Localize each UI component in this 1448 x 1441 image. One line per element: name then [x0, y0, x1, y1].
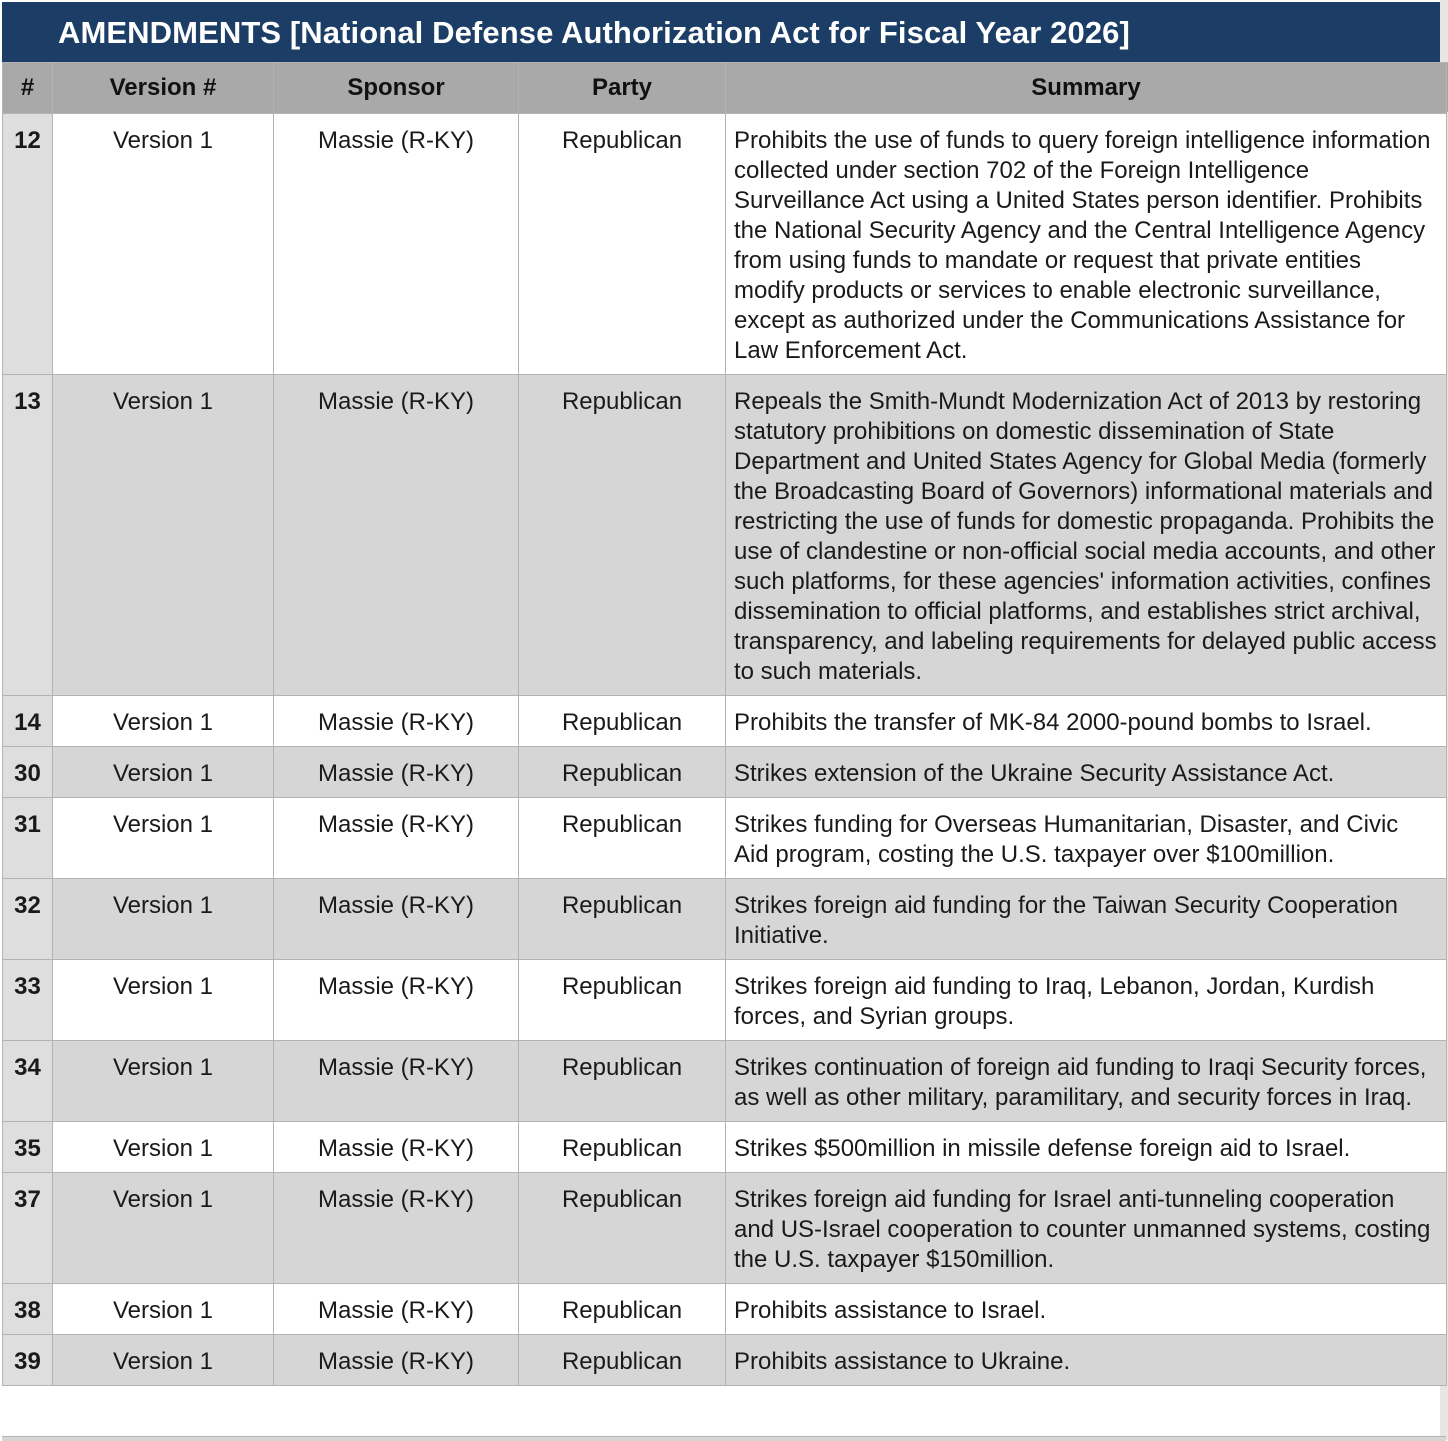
summary-cell[interactable]: Strikes foreign aid funding to Iraq, Lebanon, Jordan, Kurdish forces, and Syrian groups.	[726, 960, 1447, 1041]
sponsor-cell[interactable]: Massie (R-KY)	[274, 747, 519, 798]
amendment-number-cell[interactable]: 38	[3, 1284, 53, 1335]
party-cell[interactable]: Republican	[519, 1335, 726, 1386]
table-row	[3, 879, 1447, 960]
party-cell[interactable]: Republican	[519, 960, 726, 1041]
column-header-party[interactable]: Party	[519, 63, 726, 114]
party-cell[interactable]: Republican	[519, 1173, 726, 1284]
amendment-number-cell[interactable]: 31	[3, 798, 53, 879]
table-row	[3, 798, 1447, 879]
table-row	[3, 1284, 1447, 1335]
table-row	[3, 375, 1447, 696]
amendment-number-cell[interactable]: 30	[3, 747, 53, 798]
table-row	[3, 747, 1447, 798]
column-header-sponsor[interactable]: Sponsor	[274, 63, 519, 114]
page-title: AMENDMENTS [National Defense Authorization Act for Fiscal Year 2026]	[58, 15, 1130, 50]
sponsor-cell[interactable]: Massie (R-KY)	[274, 114, 519, 375]
column-header-summary[interactable]: Summary	[726, 63, 1447, 114]
party-cell[interactable]: Republican	[519, 1041, 726, 1122]
party-cell[interactable]: Republican	[519, 696, 726, 747]
table-row	[3, 1041, 1447, 1122]
sponsor-cell[interactable]: Massie (R-KY)	[274, 1173, 519, 1284]
summary-cell[interactable]: Prohibits the use of funds to query foreign intelligence information collected under section 702 of the Foreign Intelligence Surveillance Act using a United States person identifier. Prohibits the National Security Agency and the Central Intelligence Agency from using funds to mandate or request that private entities modify products or services to enable electronic surveillance, except as authorized under the Communications Assistance for Law Enforcement Act.	[726, 114, 1447, 375]
column-header-version[interactable]: Version #	[53, 63, 274, 114]
summary-cell[interactable]: Prohibits the transfer of MK-84 2000-pound bombs to Israel.	[726, 696, 1447, 747]
version-cell[interactable]: Version 1	[53, 1284, 274, 1335]
version-cell[interactable]: Version 1	[53, 375, 274, 696]
version-cell[interactable]: Version 1	[53, 114, 274, 375]
party-cell[interactable]: Republican	[519, 114, 726, 375]
version-cell[interactable]: Version 1	[53, 1335, 274, 1386]
amendment-number-cell[interactable]: 34	[3, 1041, 53, 1122]
version-cell[interactable]: Version 1	[53, 879, 274, 960]
table-row	[3, 114, 1447, 375]
title-bar	[2, 2, 1440, 63]
sponsor-cell[interactable]: Massie (R-KY)	[274, 879, 519, 960]
party-cell[interactable]: Republican	[519, 879, 726, 960]
party-cell[interactable]: Republican	[519, 1122, 726, 1173]
summary-cell[interactable]: Strikes funding for Overseas Humanitarian, Disaster, and Civic Aid program, costing the U.S. taxpayer over $100million.	[726, 798, 1447, 879]
sponsor-cell[interactable]: Massie (R-KY)	[274, 1041, 519, 1122]
summary-cell[interactable]: Strikes extension of the Ukraine Security Assistance Act.	[726, 747, 1447, 798]
table-row	[3, 1122, 1447, 1173]
summary-cell[interactable]: Strikes foreign aid funding for Israel anti-tunneling cooperation and US-Israel cooperation to counter unmanned systems, costing the U.S. taxpayer $150million.	[726, 1173, 1447, 1284]
version-cell[interactable]: Version 1	[53, 798, 274, 879]
sponsor-cell[interactable]: Massie (R-KY)	[274, 1284, 519, 1335]
version-cell[interactable]: Version 1	[53, 1173, 274, 1284]
amendments-table	[2, 62, 1447, 1386]
summary-cell[interactable]: Strikes $500million in missile defense foreign aid to Israel.	[726, 1122, 1447, 1173]
amendment-number-cell[interactable]: 14	[3, 696, 53, 747]
table-row	[3, 696, 1447, 747]
version-cell[interactable]: Version 1	[53, 696, 274, 747]
sponsor-cell[interactable]: Massie (R-KY)	[274, 960, 519, 1041]
amendment-number-cell[interactable]: 39	[3, 1335, 53, 1386]
amendment-number-cell[interactable]: 12	[3, 114, 53, 375]
amendment-number-cell[interactable]: 13	[3, 375, 53, 696]
amendment-number-cell[interactable]: 33	[3, 960, 53, 1041]
party-cell[interactable]: Republican	[519, 375, 726, 696]
table-row	[3, 960, 1447, 1041]
sponsor-cell[interactable]: Massie (R-KY)	[274, 375, 519, 696]
summary-cell[interactable]: Prohibits assistance to Israel.	[726, 1284, 1447, 1335]
summary-cell[interactable]: Prohibits assistance to Ukraine.	[726, 1335, 1447, 1386]
amendment-number-cell[interactable]: 32	[3, 879, 53, 960]
sponsor-cell[interactable]: Massie (R-KY)	[274, 1122, 519, 1173]
party-cell[interactable]: Republican	[519, 747, 726, 798]
version-cell[interactable]: Version 1	[53, 960, 274, 1041]
version-cell[interactable]: Version 1	[53, 1122, 274, 1173]
summary-cell[interactable]: Strikes continuation of foreign aid funding to Iraqi Security forces, as well as other military, paramilitary, and security forces in Iraq.	[726, 1041, 1447, 1122]
table-row	[3, 1335, 1447, 1386]
party-cell[interactable]: Republican	[519, 798, 726, 879]
version-cell[interactable]: Version 1	[53, 747, 274, 798]
sponsor-cell[interactable]: Massie (R-KY)	[274, 798, 519, 879]
version-cell[interactable]: Version 1	[53, 1041, 274, 1122]
party-cell[interactable]: Republican	[519, 1284, 726, 1335]
table-row	[3, 1173, 1447, 1284]
amendment-number-cell[interactable]: 35	[3, 1122, 53, 1173]
header-row	[3, 63, 1447, 114]
amendment-number-cell[interactable]: 37	[3, 1173, 53, 1284]
summary-cell[interactable]: Repeals the Smith-Mundt Modernization Act of 2013 by restoring statutory prohibitions on domestic dissemination of State Department and United States Agency for Global Media (formerly the Broadcasting Board of Governors) informational materials and restricting the use of funds for domestic propaganda. Prohibits the use of clandestine or non-official social media accounts, and other such platforms, for these agencies' information activities, confines dissemination to official platforms, and establishes strict archival, transparency, and labeling requirements for delayed public access to such materials.	[726, 375, 1447, 696]
column-header-num[interactable]: #	[3, 63, 53, 114]
sponsor-cell[interactable]: Massie (R-KY)	[274, 696, 519, 747]
sponsor-cell[interactable]: Massie (R-KY)	[274, 1335, 519, 1386]
next-row-edge	[2, 1436, 1446, 1441]
summary-cell[interactable]: Strikes foreign aid funding for the Taiwan Security Cooperation Initiative.	[726, 879, 1447, 960]
